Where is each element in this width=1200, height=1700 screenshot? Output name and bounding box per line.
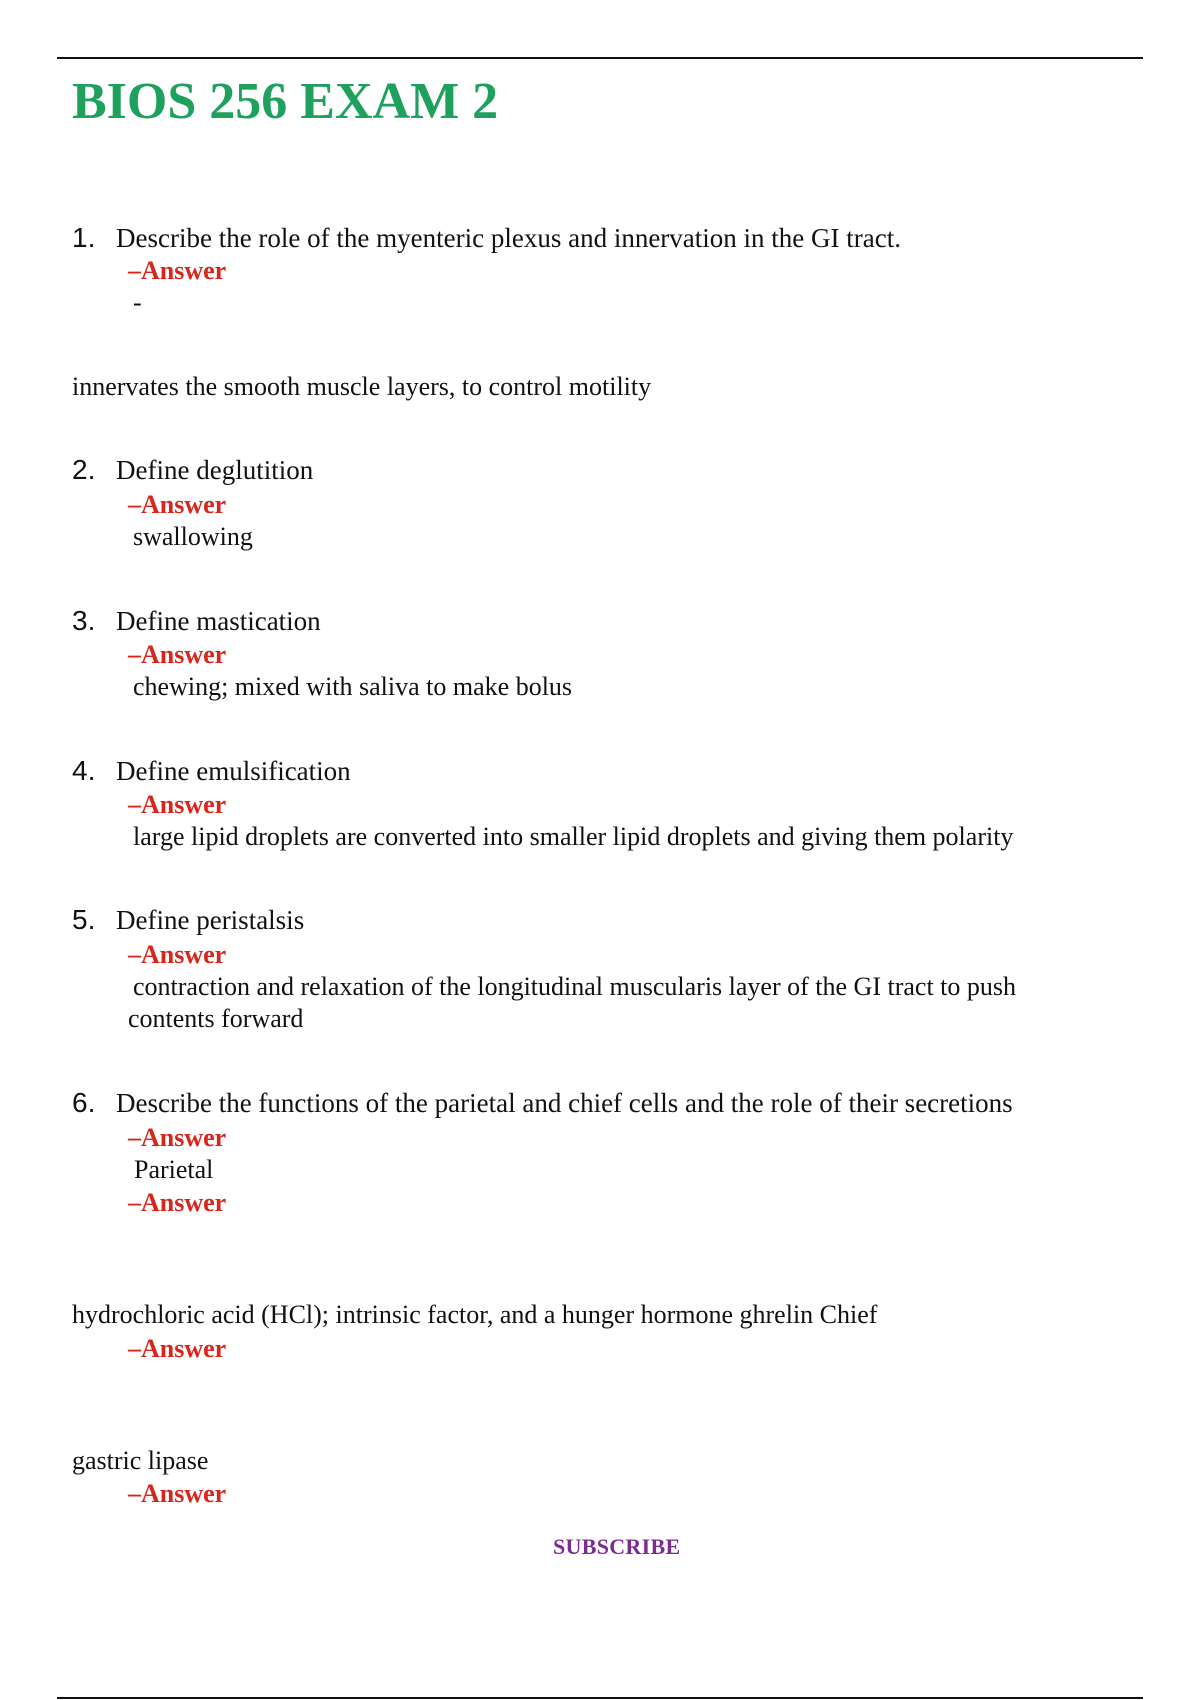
subscribe-link[interactable]: SUBSCRIBE [553,1534,681,1559]
question-3-number: 3. [72,605,96,636]
document-title: BIOS 256 EXAM 2 [72,73,499,130]
answer-1-text: innervates the smooth muscle layers, to control motility [72,372,652,401]
answer-6-parietal: Parietal [134,1155,214,1184]
answer-label: –Answer [128,256,227,285]
question-3-text: Define mastication [116,606,321,636]
question-2-text: Define deglutition [116,455,314,485]
question-4-number: 4. [72,755,96,786]
question-6-number: 6. [72,1087,96,1118]
answer-label: –Answer [128,1188,227,1217]
question-6-text: Describe the functions of the parietal and chief cells and the role of their secretions [116,1088,1013,1118]
answer-5-line-2: contents forward [128,1004,304,1033]
answer-2-text: swallowing [133,522,253,551]
answer-3-text: chewing; mixed with saliva to make bolus [133,672,573,701]
answer-label: –Answer [128,940,227,969]
bottom-rule [57,1697,1143,1699]
question-4-text: Define emulsification [116,756,351,786]
question-1-number: 1. [72,222,96,253]
answer-6-chief-secretions: gastric lipase [72,1446,209,1475]
question-5-number: 5. [72,904,96,935]
answer-label: –Answer [128,1334,227,1363]
answer-label: –Answer [128,490,227,519]
top-rule [57,57,1143,59]
answer-label: –Answer [128,1479,227,1508]
question-1-text: Describe the role of the myenteric plexus and innervation in the GI tract. [116,223,901,253]
answer-label: –Answer [128,640,227,669]
answer-1-dash: - [133,288,142,317]
answer-5-line-1: contraction and relaxation of the longitudinal muscularis layer of the GI tract to push [133,972,1017,1001]
answer-label: –Answer [128,1123,227,1152]
answer-6-parietal-secretions: hydrochloric acid (HCl); intrinsic factor, and a hunger hormone ghrelin Chief [72,1300,878,1329]
answer-4-text: large lipid droplets are converted into smaller lipid droplets and giving them polarity [133,822,1014,851]
answer-label: –Answer [128,790,227,819]
question-2-number: 2. [72,454,96,485]
question-5-text: Define peristalsis [116,905,305,935]
